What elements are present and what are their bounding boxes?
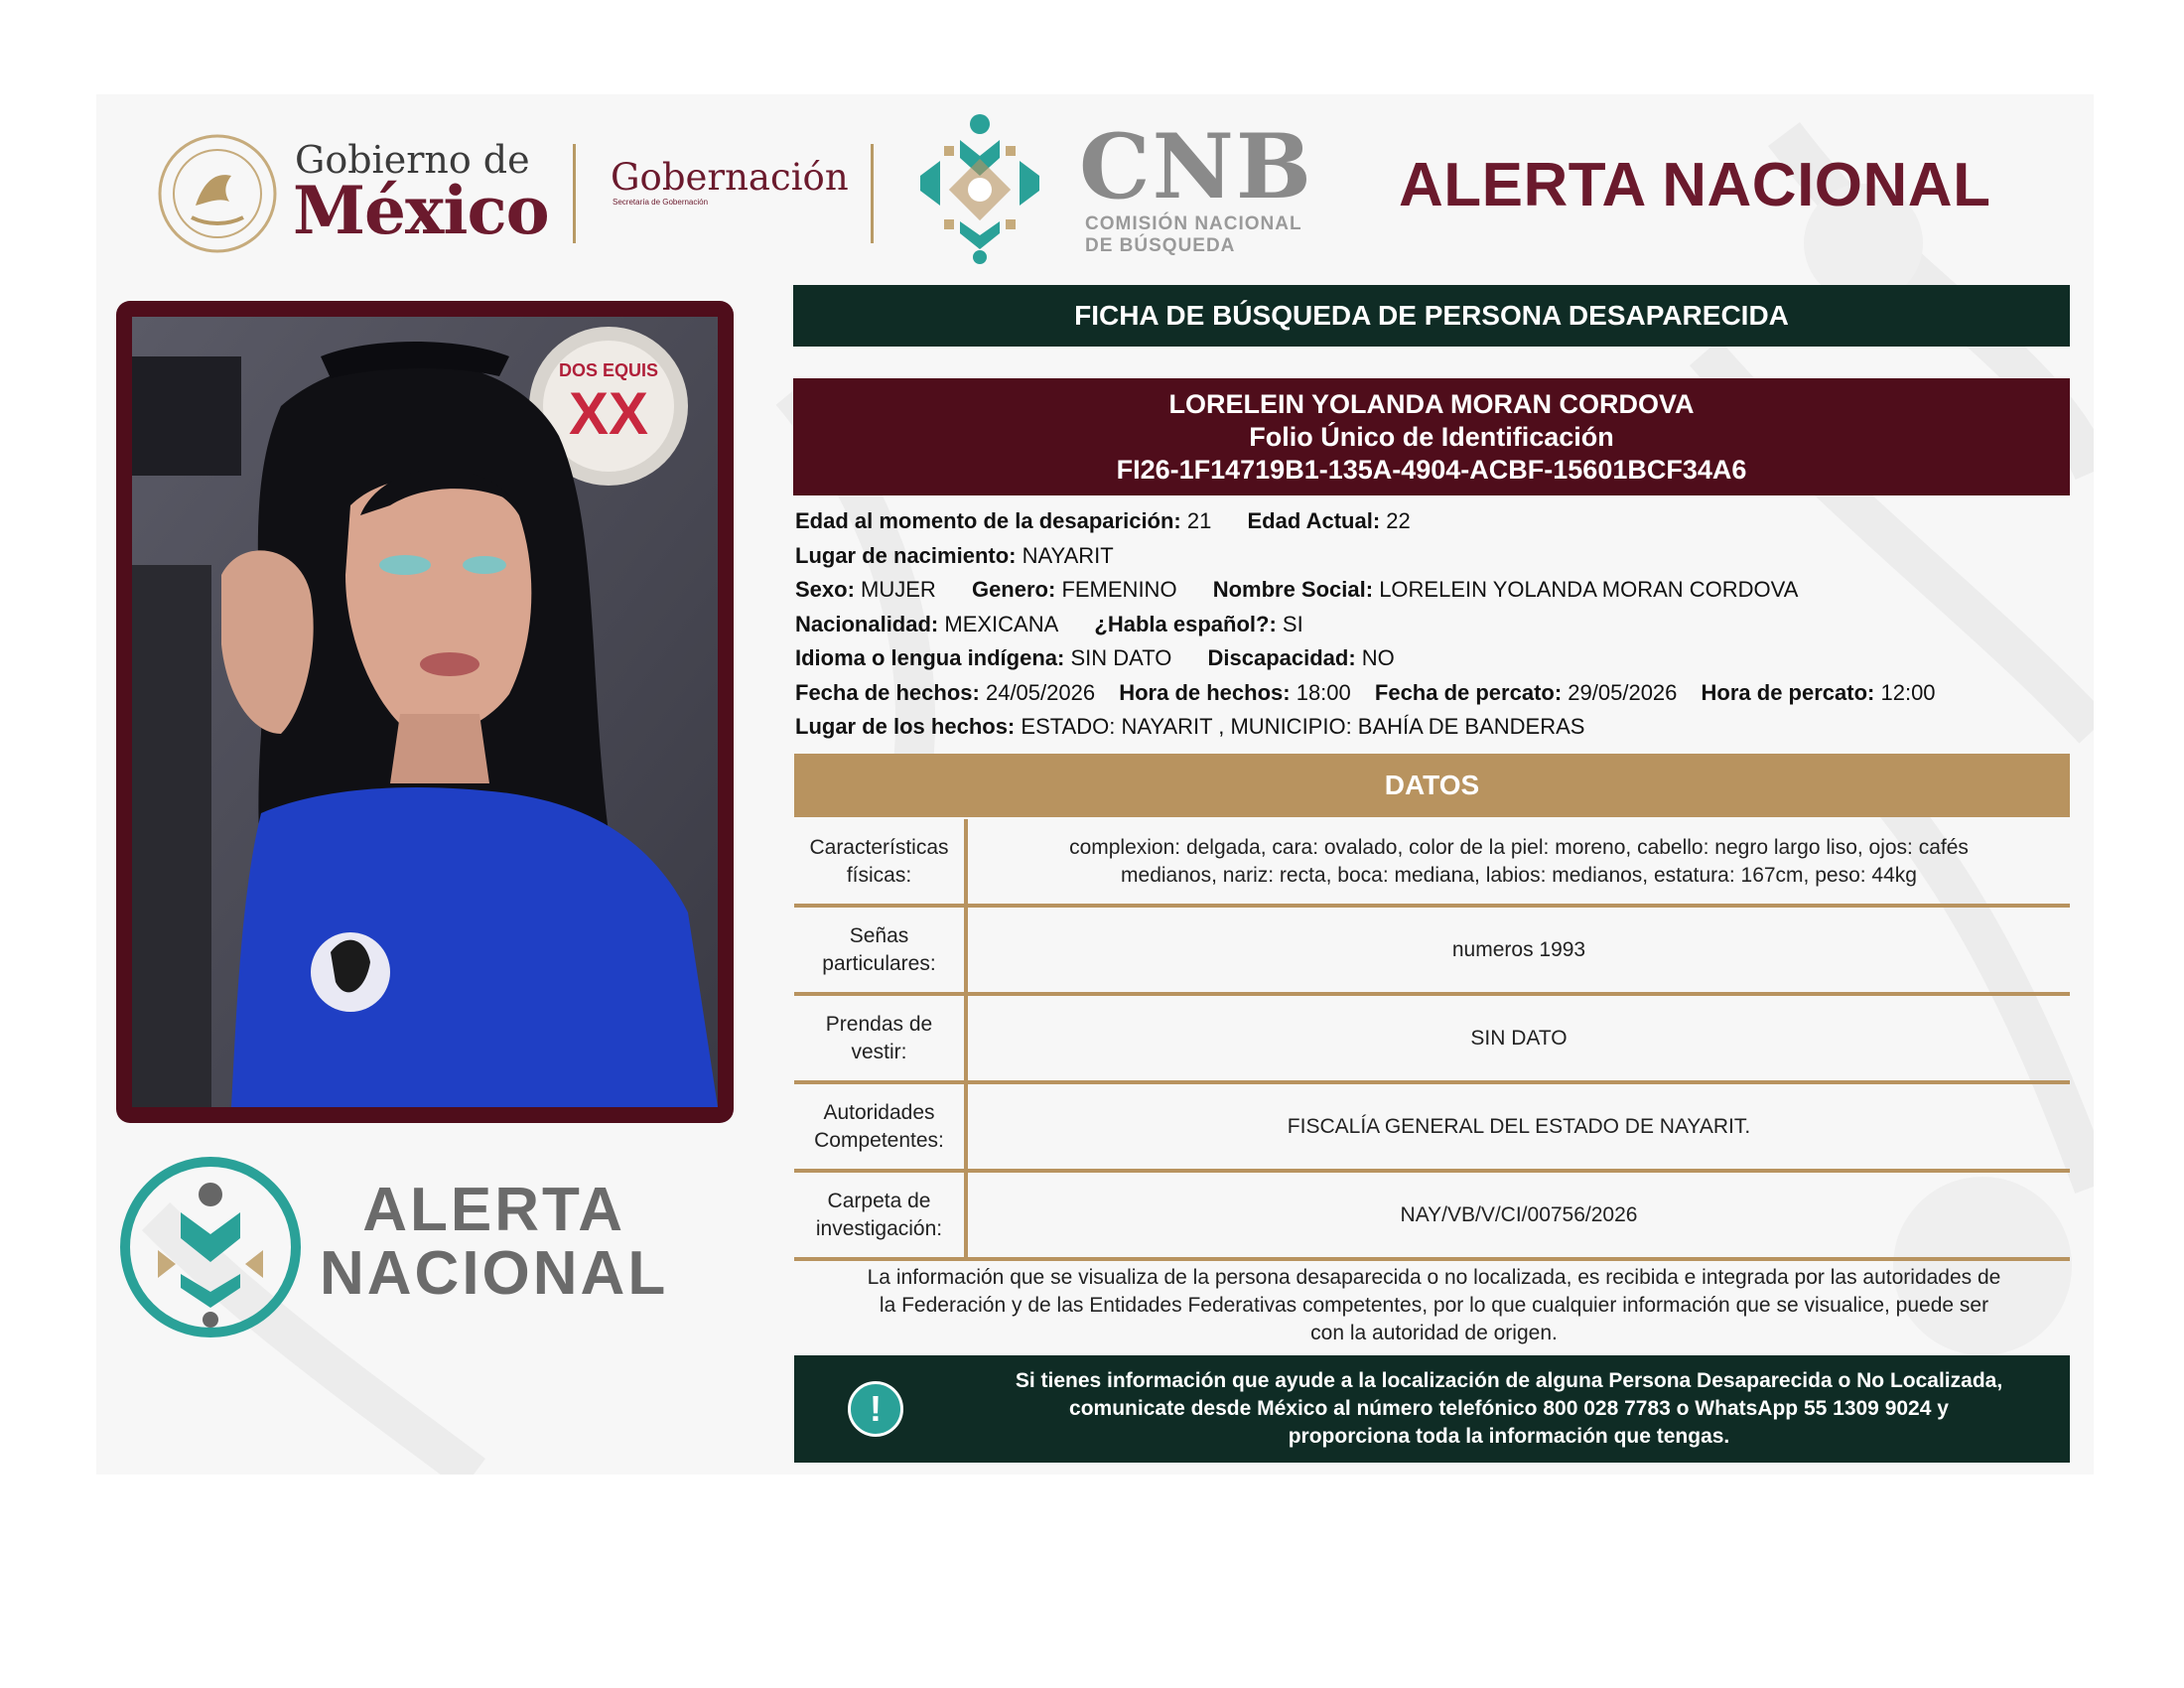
lugar-nacimiento-label: Lugar de nacimiento:	[795, 542, 1017, 568]
contact-line: comunicate desde México al número telefónico 800 028 7783 o WhatsApp 55 1309 9024 y	[1069, 1397, 1949, 1420]
cnb-subtitle-line-1: COMISIÓN NACIONAL	[1085, 213, 1302, 234]
header-divider	[871, 144, 874, 243]
lugar-hechos-value: ESTADO: NAYARIT , MUNICIPIO: BAHÍA DE BANDERAS	[1021, 714, 1585, 739]
nombre-social-value: LORELEIN YOLANDA MORAN CORDOVA	[1379, 577, 1799, 602]
info-row	[795, 508, 2076, 543]
info-row	[795, 543, 2076, 578]
datos-header	[794, 754, 2070, 817]
habla-espanol-value: SI	[1282, 611, 1303, 636]
genero-label: Genero:	[971, 577, 1056, 602]
contact-line: proporciona toda la información que tengas.	[1288, 1425, 1730, 1448]
label-line: Señas	[849, 923, 909, 947]
alert-sheet	[96, 94, 2094, 1475]
brand-nacional: NACIONAL	[320, 1239, 669, 1308]
value-line: complexion: delgada, cara: ovalado, color de la piel: moreno, cabello: negro largo liso, ojos: cafés	[1069, 835, 1969, 859]
cnb-title: CNB	[1079, 114, 1313, 219]
label-line: investigación:	[815, 1216, 943, 1240]
lugar-nacimiento-value: NAYARIT	[1022, 542, 1114, 568]
brand-alerta: ALERTA	[362, 1176, 626, 1244]
contact-line: Si tienes información que ayude a la localización de alguna Persona Desaparecida o No Localizada,	[1015, 1369, 2003, 1392]
person-name-box	[793, 378, 2070, 495]
alerta-nacional-brand-text	[320, 1176, 669, 1308]
photo-illustration	[132, 317, 718, 1107]
table-row	[794, 1084, 2070, 1173]
hora-hechos-value: 18:00	[1296, 679, 1351, 705]
table-value	[968, 996, 2070, 1080]
disclaimer-line: la Federación y de las Entidades Federativas competentes, por lo que cualquier información que se visualice, puede ser	[879, 1294, 1989, 1317]
label-line: Competentes:	[814, 1128, 944, 1152]
info-row	[795, 680, 2076, 715]
folio-value: FI26-1F14719B1-135A-4904-ACBF-15601BCF34A6	[1116, 454, 1747, 485]
fecha-percato-value: 29/05/2026	[1568, 679, 1678, 705]
info-row	[795, 577, 2076, 612]
mexico-seal-icon	[156, 132, 279, 255]
discapacidad-value: NO	[1361, 645, 1395, 670]
nacionalidad-label: Nacionalidad:	[795, 611, 939, 636]
table-value	[968, 1173, 2070, 1257]
contact-text	[963, 1367, 2055, 1451]
fecha-hechos-value: 24/05/2026	[985, 679, 1096, 705]
sexo-label: Sexo:	[795, 577, 855, 602]
table-value	[968, 908, 2070, 992]
lugar-hechos-label: Lugar de los hechos:	[795, 714, 1016, 739]
hora-percato-value: 12:00	[1880, 679, 1936, 705]
cnb-subtitle	[1085, 213, 1302, 257]
table-label	[794, 1173, 968, 1257]
person-info	[795, 508, 2076, 749]
habla-espanol-label: ¿Habla español?:	[1094, 611, 1277, 636]
table-value	[968, 819, 2070, 904]
folio-label: Folio Único de Identificación	[1249, 421, 1614, 452]
edad-desaparicion-value: 21	[1186, 508, 1212, 533]
edad-desaparicion-label: Edad al momento de la desaparición:	[795, 508, 1181, 533]
value-line: FISCALÍA GENERAL DEL ESTADO DE NAYARIT.	[1287, 1114, 1751, 1138]
sign-mark: XX	[568, 380, 649, 447]
table-row	[794, 996, 2070, 1084]
disclaimer-line: La información que se visualiza de la persona desaparecida o no localizada, es recibida e integrada por las autoridades de	[867, 1266, 2001, 1289]
cnb-subtitle-line-2: DE BÚSQUEDA	[1085, 235, 1236, 256]
cnb-logo-icon	[900, 106, 1059, 265]
disclaimer-line: con la autoridad de origen.	[1310, 1322, 1558, 1344]
table-label	[794, 819, 968, 904]
person-photo	[132, 317, 718, 1107]
info-row	[795, 714, 2076, 749]
table-row	[794, 908, 2070, 996]
label-line: particulares:	[822, 951, 936, 975]
value-line: numeros 1993	[1451, 937, 1586, 961]
value-line: SIN DATO	[1470, 1026, 1568, 1050]
value-line: NAY/VB/V/CI/00756/2026	[1400, 1202, 1638, 1226]
alerta-nacional-title: ALERTA NACIONAL	[1399, 151, 1991, 219]
table-label	[794, 908, 968, 992]
table-row	[794, 1173, 2070, 1261]
info-row	[795, 645, 2076, 680]
person-name: LORELEIN YOLANDA MORAN CORDOVA	[1168, 388, 1695, 419]
fecha-hechos-label: Fecha de hechos:	[795, 679, 980, 705]
disclaimer	[801, 1264, 2067, 1347]
table-label	[794, 996, 968, 1080]
label-line: Prendas de	[825, 1012, 933, 1036]
nacionalidad-value: MEXICANA	[944, 611, 1059, 636]
sexo-value: MUJER	[861, 577, 936, 602]
label-line: físicas:	[846, 863, 912, 887]
hora-percato-label: Hora de percato:	[1701, 679, 1875, 705]
header-divider	[573, 144, 576, 243]
nombre-social-label: Nombre Social:	[1212, 577, 1374, 602]
photo-frame	[116, 301, 734, 1123]
alerta-nacional-logo-icon	[118, 1155, 303, 1339]
label-line: Características	[809, 835, 949, 859]
datos-title: DATOS	[1384, 770, 1480, 800]
table-value	[968, 1084, 2070, 1169]
fecha-percato-label: Fecha de percato:	[1374, 679, 1563, 705]
table-row	[794, 819, 2070, 908]
value-line: medianos, nariz: recta, boca: mediana, labios: medianos, estatura: 167cm, peso: 44kg	[1121, 863, 1917, 887]
mexico-title: México	[293, 172, 549, 249]
ficha-title-bar	[793, 285, 2070, 347]
sign-text: DOS EQUIS	[558, 360, 659, 380]
edad-actual-label: Edad Actual:	[1247, 508, 1381, 533]
ficha-title: FICHA DE BÚSQUEDA DE PERSONA DESAPARECIDA	[1074, 300, 1789, 331]
datos-table	[794, 819, 2070, 1261]
gobernacion-title: Gobernación	[611, 156, 849, 199]
gobierno-title: Gobierno de	[295, 138, 530, 182]
genero-value: FEMENINO	[1061, 577, 1177, 602]
hora-hechos-label: Hora de hechos:	[1119, 679, 1291, 705]
info-row	[795, 612, 2076, 646]
edad-actual-value: 22	[1386, 508, 1411, 533]
idioma-value: SIN DATO	[1070, 645, 1172, 670]
label-line: Autoridades	[823, 1100, 935, 1124]
idioma-label: Idioma o lengua indígena:	[795, 645, 1065, 670]
label-line: Carpeta de	[827, 1189, 931, 1212]
gobernacion-subtitle: Secretaría de Gobernación	[613, 198, 709, 207]
contact-box	[794, 1355, 2070, 1463]
label-line: vestir:	[851, 1040, 907, 1063]
table-label	[794, 1084, 968, 1169]
discapacidad-label: Discapacidad:	[1207, 645, 1356, 670]
exclamation-icon: !	[848, 1381, 903, 1437]
